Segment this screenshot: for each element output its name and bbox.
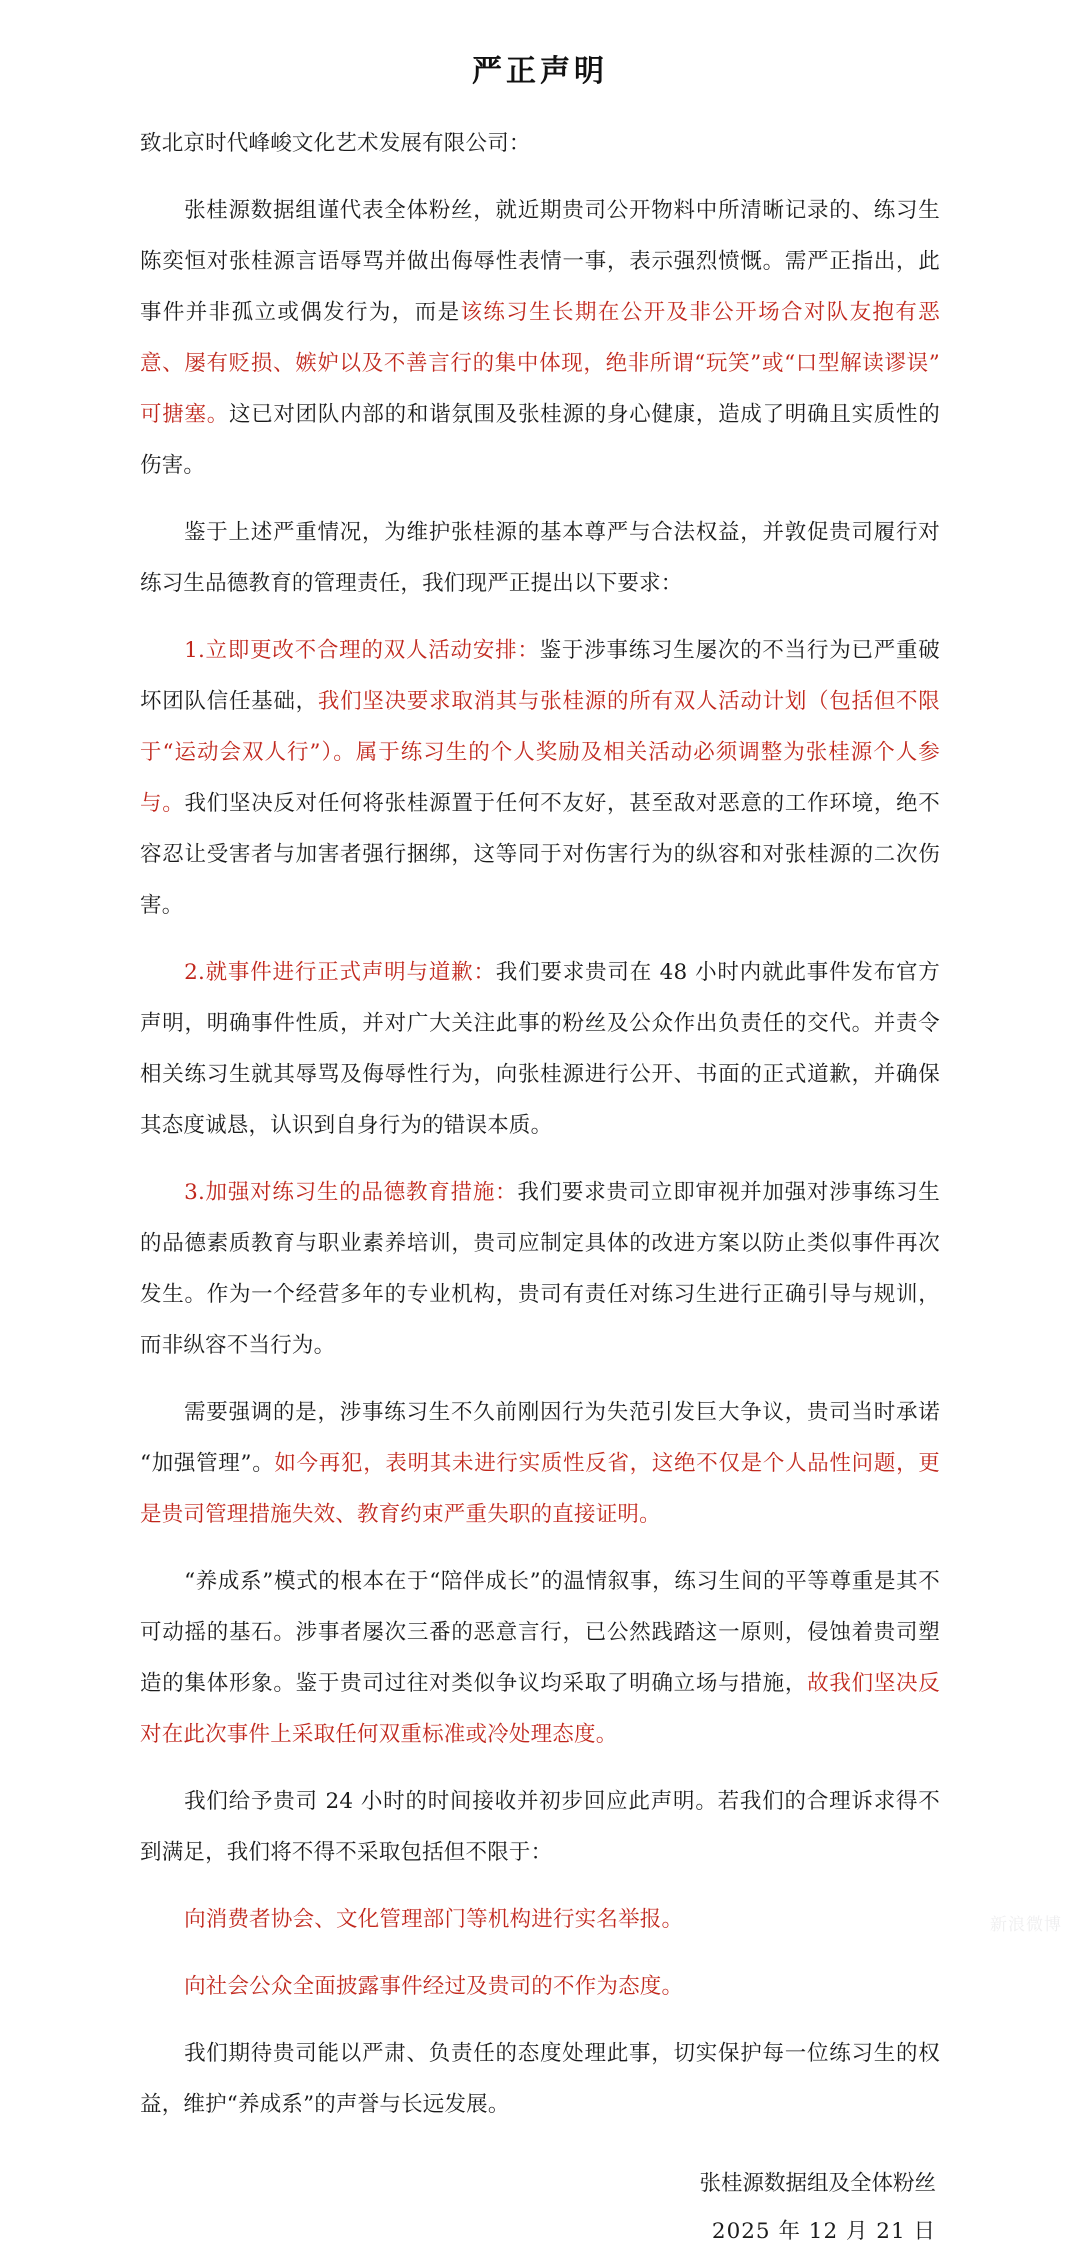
paragraph-p2-segment-0: 鉴于上述严重情况，为维护张桂源的基本尊严与合法权益，并敦促贵司履行对练习生品德教育的管理责任，我们现严正提出以下要求： [140,520,940,596]
document-body [140,90,940,2130]
paragraph-demand1 [140,625,940,931]
paragraph-p1-segment-2: 这已对团队内部的和谐氛围及张桂源的身心健康，造成了明确且实质性的伤害。 [140,402,940,478]
paragraph-demand2-segment-1: 我们要求贵司在 48 小时内就此事件发布官方声明，明确事件性质，并对广大关注此事的粉丝及公众作出负责任的交代。并责令相关练习生就其辱骂及侮辱性行为，向张桂源进行公开、书面的正式道歉，并确保其态度诚恳，认识到自身行为的错误本质。 [140,960,941,1138]
paragraph-demand1-segment-3: 我们坚决反对任何将张桂源置于任何不友好，甚至敌对恶意的工作环境，绝不容忍让受害者与加害者强行捆绑，这等同于对伤害行为的纵容和对张桂源的二次伤害。 [140,791,940,918]
addressee-line: 致北京时代峰峻文化艺术发展有限公司： [140,131,531,156]
paragraph-p3-segment-1: 如今再犯，表明其未进行实质性反省，这绝不仅是个人品性问题，更是贵司管理措施失效、教育约束严重失职的直接证明。 [140,1451,940,1527]
signature-block [140,2160,940,2256]
paragraph-p1-segment-0: 张桂源数据组谨代表全体粉丝，就近期贵司公开物料中所清晰记录的、练习生陈奕恒对张桂源言语辱骂并做出侮辱性表情一事，表示强烈愤慨。需严正指出，此事件并非孤立或偶发行为，而是 [140,198,940,325]
paragraph-p1-segment-1: 该练习生长期在公开及非公开场合对队友抱有恶意、屡有贬损、嫉妒以及不善言行的集中体现，绝非所谓“玩笑”或“口型解读谬误”可搪塞。 [140,300,941,427]
paragraph-p4-segment-0: “养成系”模式的根本在于“陪伴成长”的温情叙事，练习生间的平等尊重是其不可动摇的基石。涉事者屡次三番的恶意言行，已公然践踏这一原则，侵蚀着贵司塑造的集体形象。鉴于贵司过往对类似争议均采取了明确立场与措施， [140,1569,940,1696]
paragraph-p2 [140,507,940,609]
paragraph-demand3-segment-0: 3.加强对练习生的品德教育措施： [184,1180,518,1205]
paragraph-demand1-segment-0: 1.立即更改不合理的双人活动安排： [184,638,540,663]
paragraph-list [140,185,940,2130]
paragraph-action2-segment-0: 向社会公众全面披露事件经过及贵司的不作为态度。 [184,1974,684,1999]
paragraph-action1-segment-0: 向消费者协会、文化管理部门等机构进行实名举报。 [184,1907,684,1932]
paragraph-p4 [140,1556,940,1760]
paragraph-p5 [140,1776,940,1878]
paragraph-p6 [140,2028,940,2130]
paragraph-p6-segment-0: 我们期待贵司能以严肃、负责任的态度处理此事，切实保护每一位练习生的权益，维护“养成系”的声誉与长远发展。 [140,2041,940,2117]
paragraph-p3-segment-0: 需要强调的是，涉事练习生不久前刚因行为失范引发巨大争议，贵司当时承诺“加强管理”。 [140,1400,940,1476]
paragraph-demand3-segment-1: 我们要求贵司立即审视并加强对涉事练习生的品德素质教育与职业素养培训，贵司应制定具体的改进方案以防止类似事件再次发生。作为一个经营多年的专业机构，贵司有责任对练习生进行正确引导与规训，而非纵容不当行为。 [140,1180,940,1358]
signature-signer: 张桂源数据组及全体粉丝 [699,2171,936,2196]
paragraph-demand2 [140,947,940,1151]
paragraph-p4-segment-1: 故我们坚决反对在此次事件上采取任何双重标准或冷处理态度。 [140,1671,940,1747]
watermark: 新浪微博 [990,1915,1062,1935]
paragraph-demand2-segment-0: 2.就事件进行正式声明与道歉： [184,960,496,985]
signature-date: 2025 年 12 月 21 日 [711,2219,936,2244]
paragraph-p1 [140,185,940,491]
paragraph-demand3 [140,1167,940,1371]
paragraph-demand1-segment-1: 鉴于涉事练习生屡次的不当行为已严重破坏团队信任基础， [140,638,940,714]
page-title: 严正声明 [472,54,608,89]
paragraph-action1 [140,1894,940,1945]
paragraph-p5-segment-0: 我们给予贵司 24 小时的时间接收并初步回应此声明。若我们的合理诉求得不到满足，我们将不得不采取包括但不限于： [140,1789,940,1865]
paragraph-demand1-segment-2: 我们坚决要求取消其与张桂源的所有双人活动计划（包括但不限于“运动会双人行”）。属于练习生的个人奖励及相关活动必须调整为张桂源个人参与。 [140,689,940,816]
paragraph-action2 [140,1961,940,2012]
paragraph-p3 [140,1387,940,1540]
